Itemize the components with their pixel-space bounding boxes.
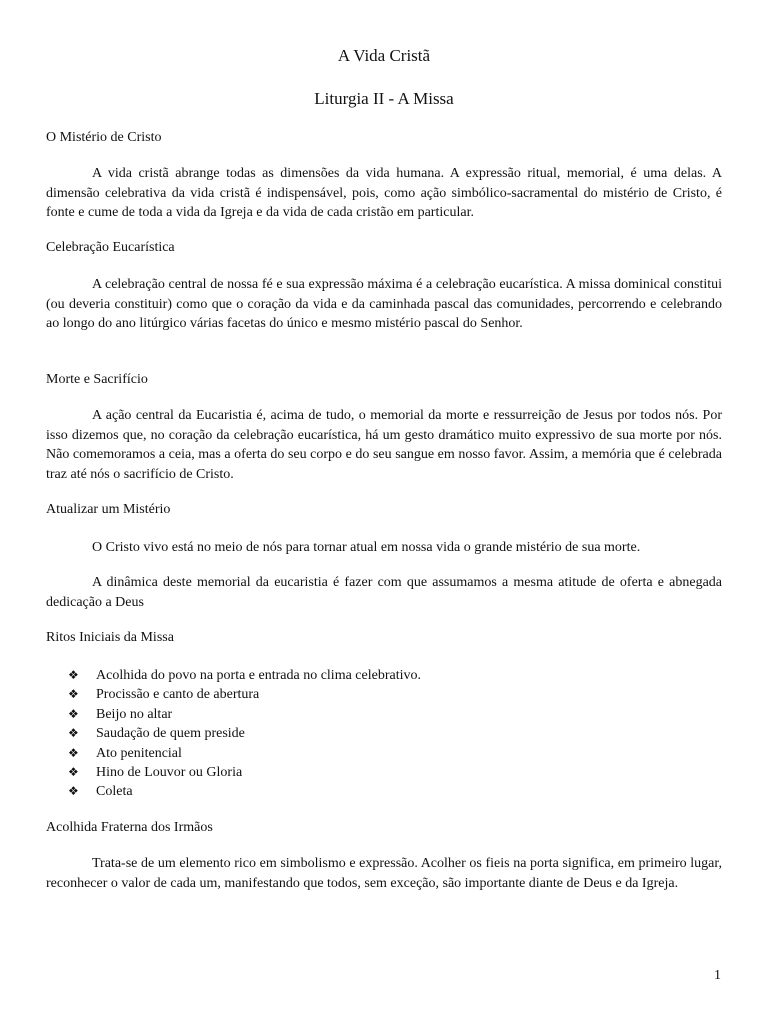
paragraph: O Cristo vivo está no meio de nós para tornar atual em nossa vida o grande mistério de sua morte.	[92, 540, 641, 555]
list-item: ❖ Beijo no altar	[46, 705, 421, 724]
diamond-bullet-icon: ❖	[68, 706, 79, 721]
document-title: A Vida Cristã	[337, 46, 431, 65]
list-item: ❖ Hino de Louvor ou Gloria	[46, 763, 421, 782]
diamond-bullet-icon: ❖	[68, 687, 79, 702]
list-item: ❖ Ato penitencial	[46, 744, 421, 763]
list-item: ❖ Acolhida do povo na porta e entrada no clima celebrativo.	[46, 666, 421, 685]
section-heading: Acolhida Fraterna dos Irmãos	[46, 820, 213, 835]
section-heading: O Mistério de Cristo	[46, 130, 162, 145]
section-heading: Morte e Sacrifício	[46, 372, 148, 387]
section-heading: Celebração Eucarística	[46, 240, 175, 255]
diamond-bullet-icon: ❖	[68, 726, 79, 741]
list-item: ❖ Procissão e canto de abertura	[46, 685, 421, 704]
list-item: ❖ Coleta	[46, 782, 421, 801]
document-subtitle: Liturgia II - A Missa	[314, 89, 454, 108]
paragraph: A vida cristã abrange todas as dimensões da vida humana. A expressão ritual, memorial, é uma delas. A dimensão celebrativa da vida cristã é indispensável, pois, como ação simbólico-sacramental do mistério de Cristo, é fonte e cume de toda a vida da Igreja e da vida de cada cristão em particular.	[46, 166, 722, 220]
paragraph: Trata-se de um elemento rico em simbolismo e expressão. Acolher os fieis na porta significa, em primeiro lugar, reconhecer o valor de cada um, manifestando que todos, sem exceção, são importante diante de Deus e da Igreja.	[46, 856, 722, 891]
paragraph: A ação central da Eucaristia é, acima de tudo, o memorial da morte e ressurreição de Jesus por todos nós. Por isso dizemos que, no coração da celebração eucarística, há um gesto dramático muito expressivo de sua morte por nós. Não comemoramos a ceia, mas a oferta do seu corpo e do seu sangue em nosso favor. Assim, a memória que é celebrada traz até nós o sacrifício de Cristo.	[46, 408, 722, 482]
diamond-bullet-icon: ❖	[68, 668, 79, 682]
section-heading: Atualizar um Mistério	[46, 502, 171, 517]
diamond-bullet-icon: ❖	[68, 745, 79, 760]
diamond-bullet-icon: ❖	[68, 764, 79, 779]
paragraph: A celebração central de nossa fé e sua expressão máxima é a celebração eucarística. A missa dominical constitui (ou deveria constituir) como que o coração da vida e da caminhada pascal das comunidades, percorrendo e celebrando ao longo do ano litúrgico várias facetas do único e mesmo mistério pascal do Senhor.	[46, 277, 722, 331]
paragraph: A dinâmica deste memorial da eucaristia é fazer com que assumamos a mesma atitude de oferta e abnegada dedicação a Deus	[46, 575, 722, 610]
list-item: ❖ Saudação de quem preside	[46, 724, 421, 743]
bullet-list	[46, 666, 421, 802]
section-heading: Ritos Iniciais da Missa	[46, 630, 174, 645]
diamond-bullet-icon: ❖	[68, 784, 79, 799]
page-number: 1	[714, 968, 721, 983]
